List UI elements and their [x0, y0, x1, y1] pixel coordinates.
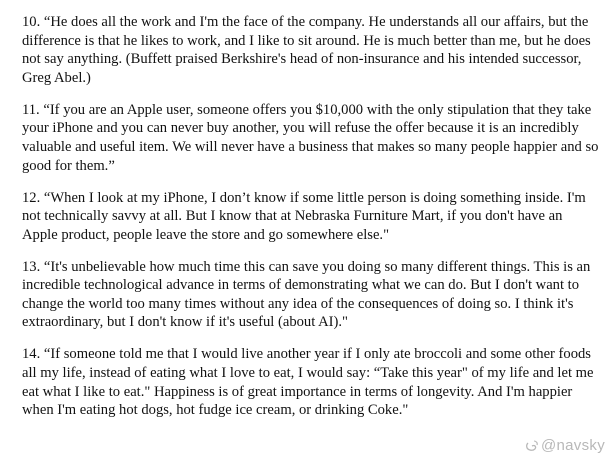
quote-paragraph-12: 12. “When I look at my iPhone, I don’t know if some little person is doing something inside. I'm not technically savvy at all. But I know that at Nebraska Furniture Mart, if you don't have an Apple product, people leave the store and go somewhere else." — [22, 189, 586, 243]
quote-paragraph-10: 10. “He does all the work and I'm the face of the company. He understands all our affairs, but the difference is that he likes to work, and I like to sit around. He is much better than me, but he does not say anything. (Buffett praised Berkshire's head of non-insurance and his intended successor, Greg Abel.) — [22, 14, 591, 86]
quote-paragraph-11: 11. “If you are an Apple user, someone offers you $10,000 with the only stipulation that they take your iPhone and you can never buy another, you will refuse the offer because it is an incredibly valuable and useful item. We will never have a business that makes so many people happier and so good for them.” — [22, 101, 599, 174]
watermark-text: @navsky — [540, 437, 605, 454]
quote-paragraph-13: 13. “It's unbelievable how much time this can save you doing so many different things. This is an incredible technological advance in terms of demonstrating what we can do. But I don't want to change the world too many times without any idea of the consequences of doing so. I think it's extraordinary, but I don't know if it's useful (about AI)." — [22, 258, 591, 331]
watermark — [525, 437, 605, 454]
document-body — [22, 13, 600, 433]
quote-paragraph-14: 14. “If someone told me that I would live another year if I only ate broccoli and some other foods all my life, instead of eating what I love to eat, I would say: “Take this year" of my life and let me eat what I like to eat." Happiness is of great importance in terms of longevity. And I'm happier when I'm eating hot dogs, hot fudge ice cream, or drinking Coke." — [22, 346, 594, 419]
weibo-logo-icon — [525, 439, 539, 453]
